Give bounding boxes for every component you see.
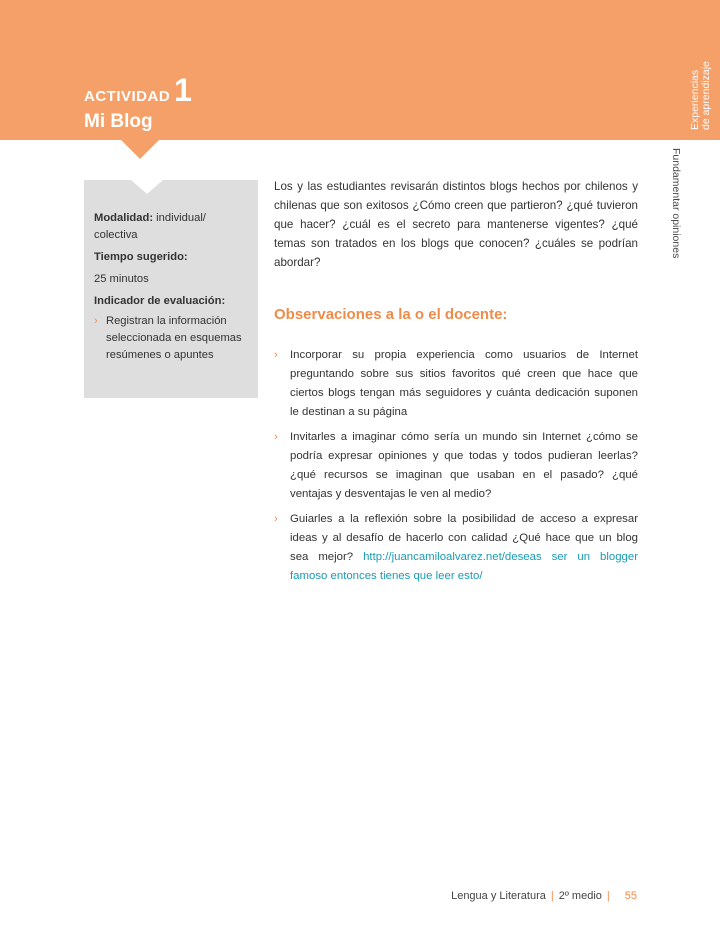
tiempo-label: Tiempo sugerido: [94,251,188,263]
bullet-chevron-icon: › [274,513,278,525]
page-number: 55 [624,890,637,902]
info-box [84,180,258,398]
info-box-notch [131,180,163,194]
activity-label [84,72,192,109]
tiempo-value: 25 minutos [94,273,149,285]
side-tab-bottom-label: Fundamentar opiniones [670,148,682,259]
bullet-chevron-icon: › [94,315,98,327]
observacion-text-2: Invitarles a imaginar cómo sería un mundo sin Internet ¿cómo se podría expresar opiniones y que todas y todos pudieran leerlas? ¿qué recursos se imaginan que usaban en el pasado? ¿qué ventajas y desventajas le ven al medio? [290,431,638,500]
list-item [274,346,638,422]
bullet-chevron-icon: › [274,349,278,361]
indicador-item-text: Registran la información seleccionada en esquemas resúmenes o apuntes [106,315,242,361]
activity-word: ACTIVIDAD [84,88,171,105]
tiempo-row [94,249,248,288]
indicador-label: Indicador de evaluación: [94,295,226,307]
page-footer [451,890,637,902]
bullet-chevron-icon: › [274,431,278,443]
list-item [274,510,638,586]
observaciones-title: Observaciones a la o el docente: [274,306,508,323]
indicador-row [94,293,248,364]
observacion-text-3: Guiarles a la reflexión sobre la posibilidad de acceso a expresar ideas y al desafío de hacerlo con calidad ¿Qué hace que un blog sea mejor? [290,513,638,563]
header-notch [120,139,160,159]
observaciones-list [274,346,638,592]
indicador-item [94,313,248,364]
modalidad-row [94,210,248,244]
footer-subject: Lengua y Literatura [451,890,546,902]
blog-link[interactable]: http://juancamiloalvarez.net/deseas ser un blogger famoso entonces tienes que leer esto/ [290,551,638,582]
side-tab-top-line2: de aprendizaje [700,61,712,130]
footer-separator: | [550,890,554,902]
activity-title: Mi Blog [84,111,153,132]
observacion-text-1: Incorporar su propia experiencia como usuarios de Internet preguntando sobre sus sitios favoritos qué creen que hace que ciertos blogs tengan más seguidores y cuánta dedicación suponen le destinan a su página [290,349,638,418]
modalidad-label: Modalidad: [94,212,154,224]
footer-grade: 2º medio [558,890,602,902]
list-item [274,428,638,504]
footer-separator: | [606,890,610,902]
side-tab-top-line1: Experiencias [689,69,701,130]
activity-number: 1 [174,72,192,108]
modalidad-value: individual/ colectiva [94,212,206,241]
intro-paragraph: Los y las estudiantes revisarán distintos blogs hechos por chilenos y chilenas que son exitosos ¿Cómo creen que partieron? ¿qué tuvieron que hacer? ¿cuál es el secreto para mantenerse vigentes? ¿qué temas son tratados en los blogs que conocen? ¿cuáles se podrían abordar? [274,180,638,269]
